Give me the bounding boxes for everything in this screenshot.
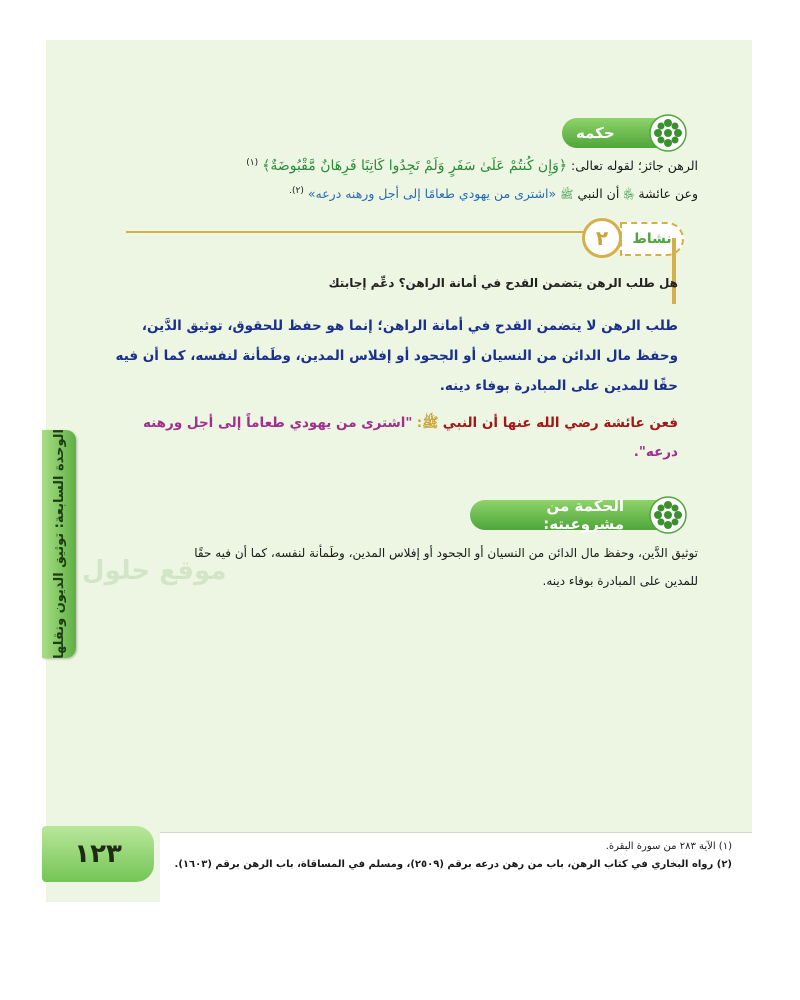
footnote-ref-2: (٢). xyxy=(289,186,304,196)
evidence-line-1 xyxy=(143,414,678,434)
quran-verse: ﴿وَإِن كُنتُمْ عَلَىٰ سَفَرٍ وَلَمْ تَجِدُوا كَاتِبًا فَرِهَانٌ مَّقْبُوضَةٌ﴾ xyxy=(262,158,568,175)
evidence-line-2: درعه". xyxy=(633,444,678,460)
unit-side-tab-label: الوحدة السابعة: توثيق الديون ونقلها xyxy=(51,429,67,659)
flower-ornament-icon xyxy=(648,495,688,535)
hadith-text: «اشترى من يهودي طعامًا إلى أجل ورهنه درعه» xyxy=(307,186,557,202)
unit-side-tab xyxy=(42,430,76,658)
activity-label: نشاط xyxy=(632,231,672,247)
activity-number-badge xyxy=(582,218,622,258)
ruling-line-2 xyxy=(289,186,698,204)
activity-number: ٢ xyxy=(595,226,609,250)
page-number: ١٢٣ xyxy=(42,826,154,882)
footnote-ref-1: (١) xyxy=(246,158,259,168)
ruling-line-1-prefix: الرهن جائز؛ لقوله تعالى: xyxy=(571,158,698,174)
activity-question: هل طلب الرهن يتضمن القدح في أمانة الراهن؟ دعِّم إجابتك xyxy=(328,276,678,290)
flower-ornament-icon xyxy=(648,113,688,153)
ruling-line-2-mid: أن النبي xyxy=(577,186,620,202)
footnote-1: (١) الآية ٢٨٣ من سورة البقرة. xyxy=(605,841,732,852)
ruling-line-2-prefix: وعن عائشة xyxy=(638,186,698,202)
footnote-2: (٢) رواه البخاري في كتاب الرهن، باب من رهن درعه برقم (٢٥٠٩)، ومسلم في المساقاة، باب الرهن برقم (١٦٠٣). xyxy=(174,859,732,870)
answer-line-1: طلب الرهن لا يتضمن القدح في أمانة الراهن؛ إنما هو حفظ للحقوق، توثيق الدَّين، xyxy=(141,318,678,334)
evidence-part-1: فعن عائشة رضي الله عنها أن النبي xyxy=(442,415,678,431)
legitimacy-line-1: توثيق الدَّين، وحفظ مال الدائن من النسيان أو الجحود أو إفلاس المدين، وطَمأنة لنفسه، كما أن فيه حقًا xyxy=(194,546,698,560)
answer-line-3: حقًا للمدين على المبادرة بوفاء دينه. xyxy=(439,378,678,394)
salawat-icon: ﷺ xyxy=(560,188,574,202)
section-header-legitimacy xyxy=(470,497,674,533)
watermark: موقع حلول xyxy=(82,556,227,586)
evidence-part-2: ﷺ: xyxy=(416,415,439,431)
activity-divider-top xyxy=(126,231,622,233)
activity-divider-side xyxy=(672,238,676,304)
evidence-part-3: "اشترى من يهودي طعاماً إلى أجل ورهنه xyxy=(142,415,413,431)
answer-line-2: وحفظ مال الدائن من النسيان أو الجحود أو إفلاس المدين، وطَمأنة لنفسه، كما أن فيه xyxy=(115,348,678,364)
radiallahu-icon: ﵂ xyxy=(623,188,635,202)
section-header-wisdom-title: حكمه xyxy=(576,124,615,142)
ruling-line-1 xyxy=(246,158,698,174)
legitimacy-line-2: للمدين على المبادرة بوفاء دينه. xyxy=(542,574,698,588)
section-header-legitimacy-title: الحكمة من مشروعيته: xyxy=(543,497,624,533)
footnotes-box xyxy=(160,832,752,903)
